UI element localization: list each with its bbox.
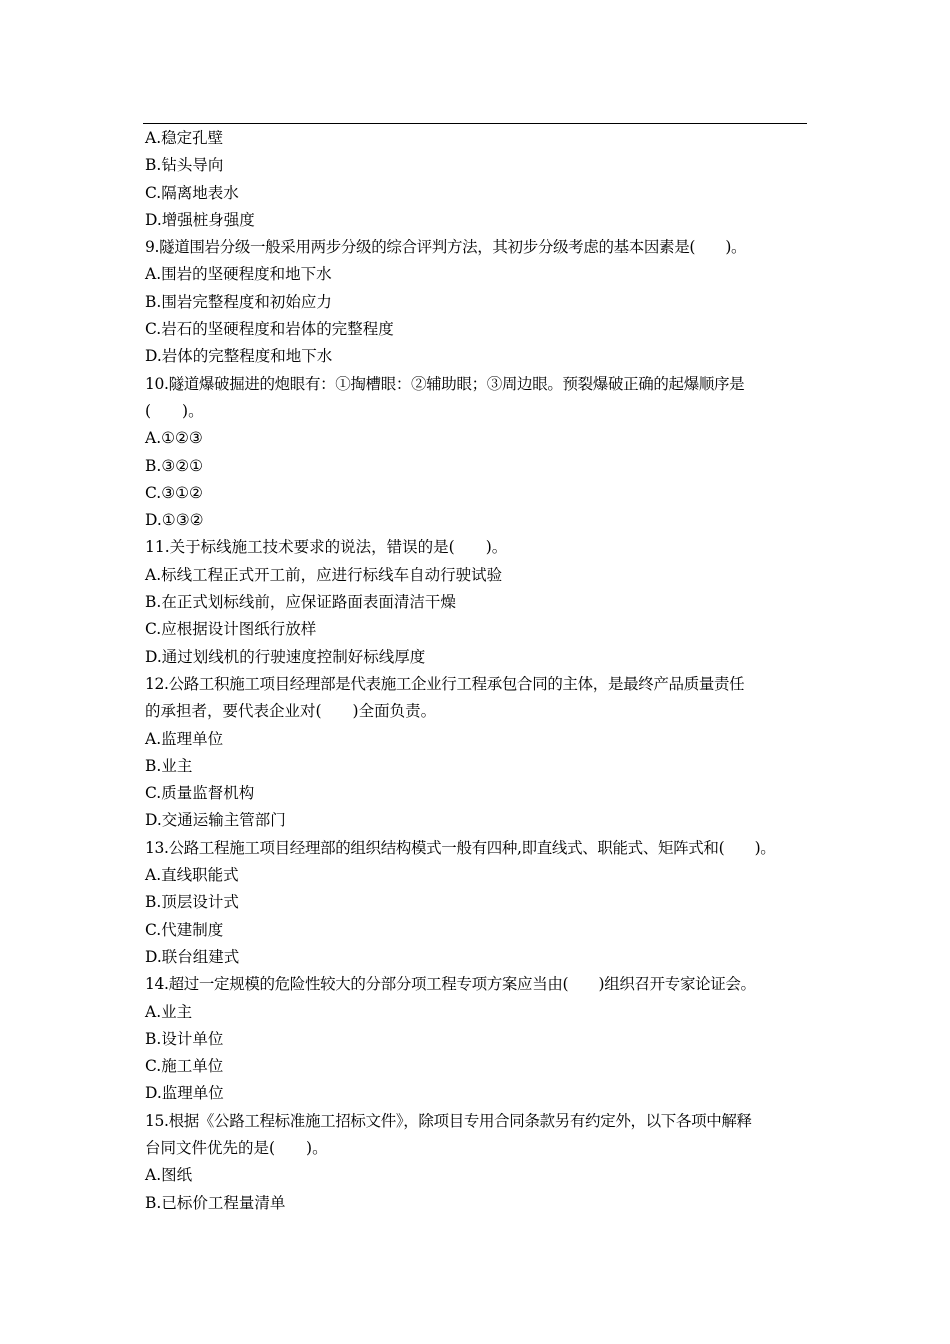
- option-b-q9: B.围岩完整程度和初始应力: [145, 292, 332, 311]
- option-a-q9: A.围岩的坚硬程度和地下水: [145, 265, 332, 284]
- question-list: [145, 125, 810, 1217]
- option-b-q11: B.在正式划标线前，应保证路面表面清洁干燥: [145, 593, 456, 612]
- question-11: 11.关于标线施工技术要求的说法，错误的是( )。: [145, 538, 508, 557]
- option-a-q13: A.直线职能式: [145, 866, 239, 885]
- option-d-q11: D.通过划线机的行驶速度控制好标线厚度: [145, 647, 426, 666]
- option-a-q8: A.稳定孔壁: [145, 129, 224, 147]
- option-d-q8: D.增强桩身强度: [145, 210, 255, 229]
- question-10-cont: ( )。: [145, 401, 204, 420]
- option-c-q11: C.应根据设计图纸行放样: [145, 620, 317, 639]
- option-c-q14: C.施工单位: [145, 1057, 224, 1076]
- option-c-q9: C.岩石的坚硬程度和岩体的完整程度: [145, 320, 394, 339]
- option-b-q15: B.已标价工程量清单: [145, 1193, 286, 1212]
- option-a-q15: A.图纸: [145, 1166, 193, 1185]
- question-13: 13.公路工程施工项目经理部的组织结构模式一般有四种,即直线式、职能式、矩阵式和( )。: [145, 838, 776, 857]
- option-b-q14: B.设计单位: [145, 1029, 224, 1048]
- option-b-q13: B.顶层设计式: [145, 893, 239, 912]
- question-9: 9.隧道围岩分级一般采用两步分级的综合评判方法，其初步分级考虑的基本因素是( )。: [145, 238, 747, 257]
- header-rule: [143, 123, 807, 124]
- option-d-q10: D.①③②: [145, 511, 204, 530]
- question-10: 10.隧道爆破掘进的炮眼有：①掏槽眼：②辅助眼；③周边眼。预裂爆破正确的起爆顺序是: [145, 374, 745, 393]
- question-15-cont: 台同文件优先的是( )。: [145, 1138, 328, 1157]
- option-a-q14: A.业主: [145, 1002, 193, 1021]
- question-15: 15.根据《公路工程标准施工招标文件》，除项目专用合同条款另有约定外，以下各项中解释: [145, 1111, 752, 1130]
- question-12-cont: 的承担者，要代表企业对( )全面负责。: [145, 702, 437, 721]
- option-c-q13: C.代建制度: [145, 920, 224, 939]
- option-c-q8: C.隔离地表水: [145, 183, 239, 202]
- option-b-q12: B.业主: [145, 756, 193, 775]
- option-a-q11: A.标线工程正式开工前，应进行标线车自动行驶试验: [145, 565, 503, 584]
- option-c-q10: C.③①②: [145, 483, 203, 502]
- option-c-q12: C.质量监督机构: [145, 784, 255, 803]
- option-d-q13: D.联台组建式: [145, 947, 240, 966]
- option-b-q10: B.③②①: [145, 456, 204, 475]
- option-d-q9: D.岩体的完整程度和地下水: [145, 347, 333, 366]
- option-d-q12: D.交通运输主管部门: [145, 811, 286, 830]
- option-d-q14: D.监理单位: [145, 1084, 224, 1103]
- question-12: 12.公路工积施工项目经理部是代表施工企业行工程承包合同的主体，是最终产品质量责任: [145, 674, 745, 693]
- question-14: 14.超过一定规模的危险性较大的分部分项工程专项方案应当由( )组织召开专家论证会。: [145, 975, 756, 994]
- option-a-q10: A.①②③: [145, 429, 203, 448]
- option-b-q8: B.钻头导向: [145, 156, 224, 175]
- option-a-q12: A.监理单位: [145, 729, 224, 748]
